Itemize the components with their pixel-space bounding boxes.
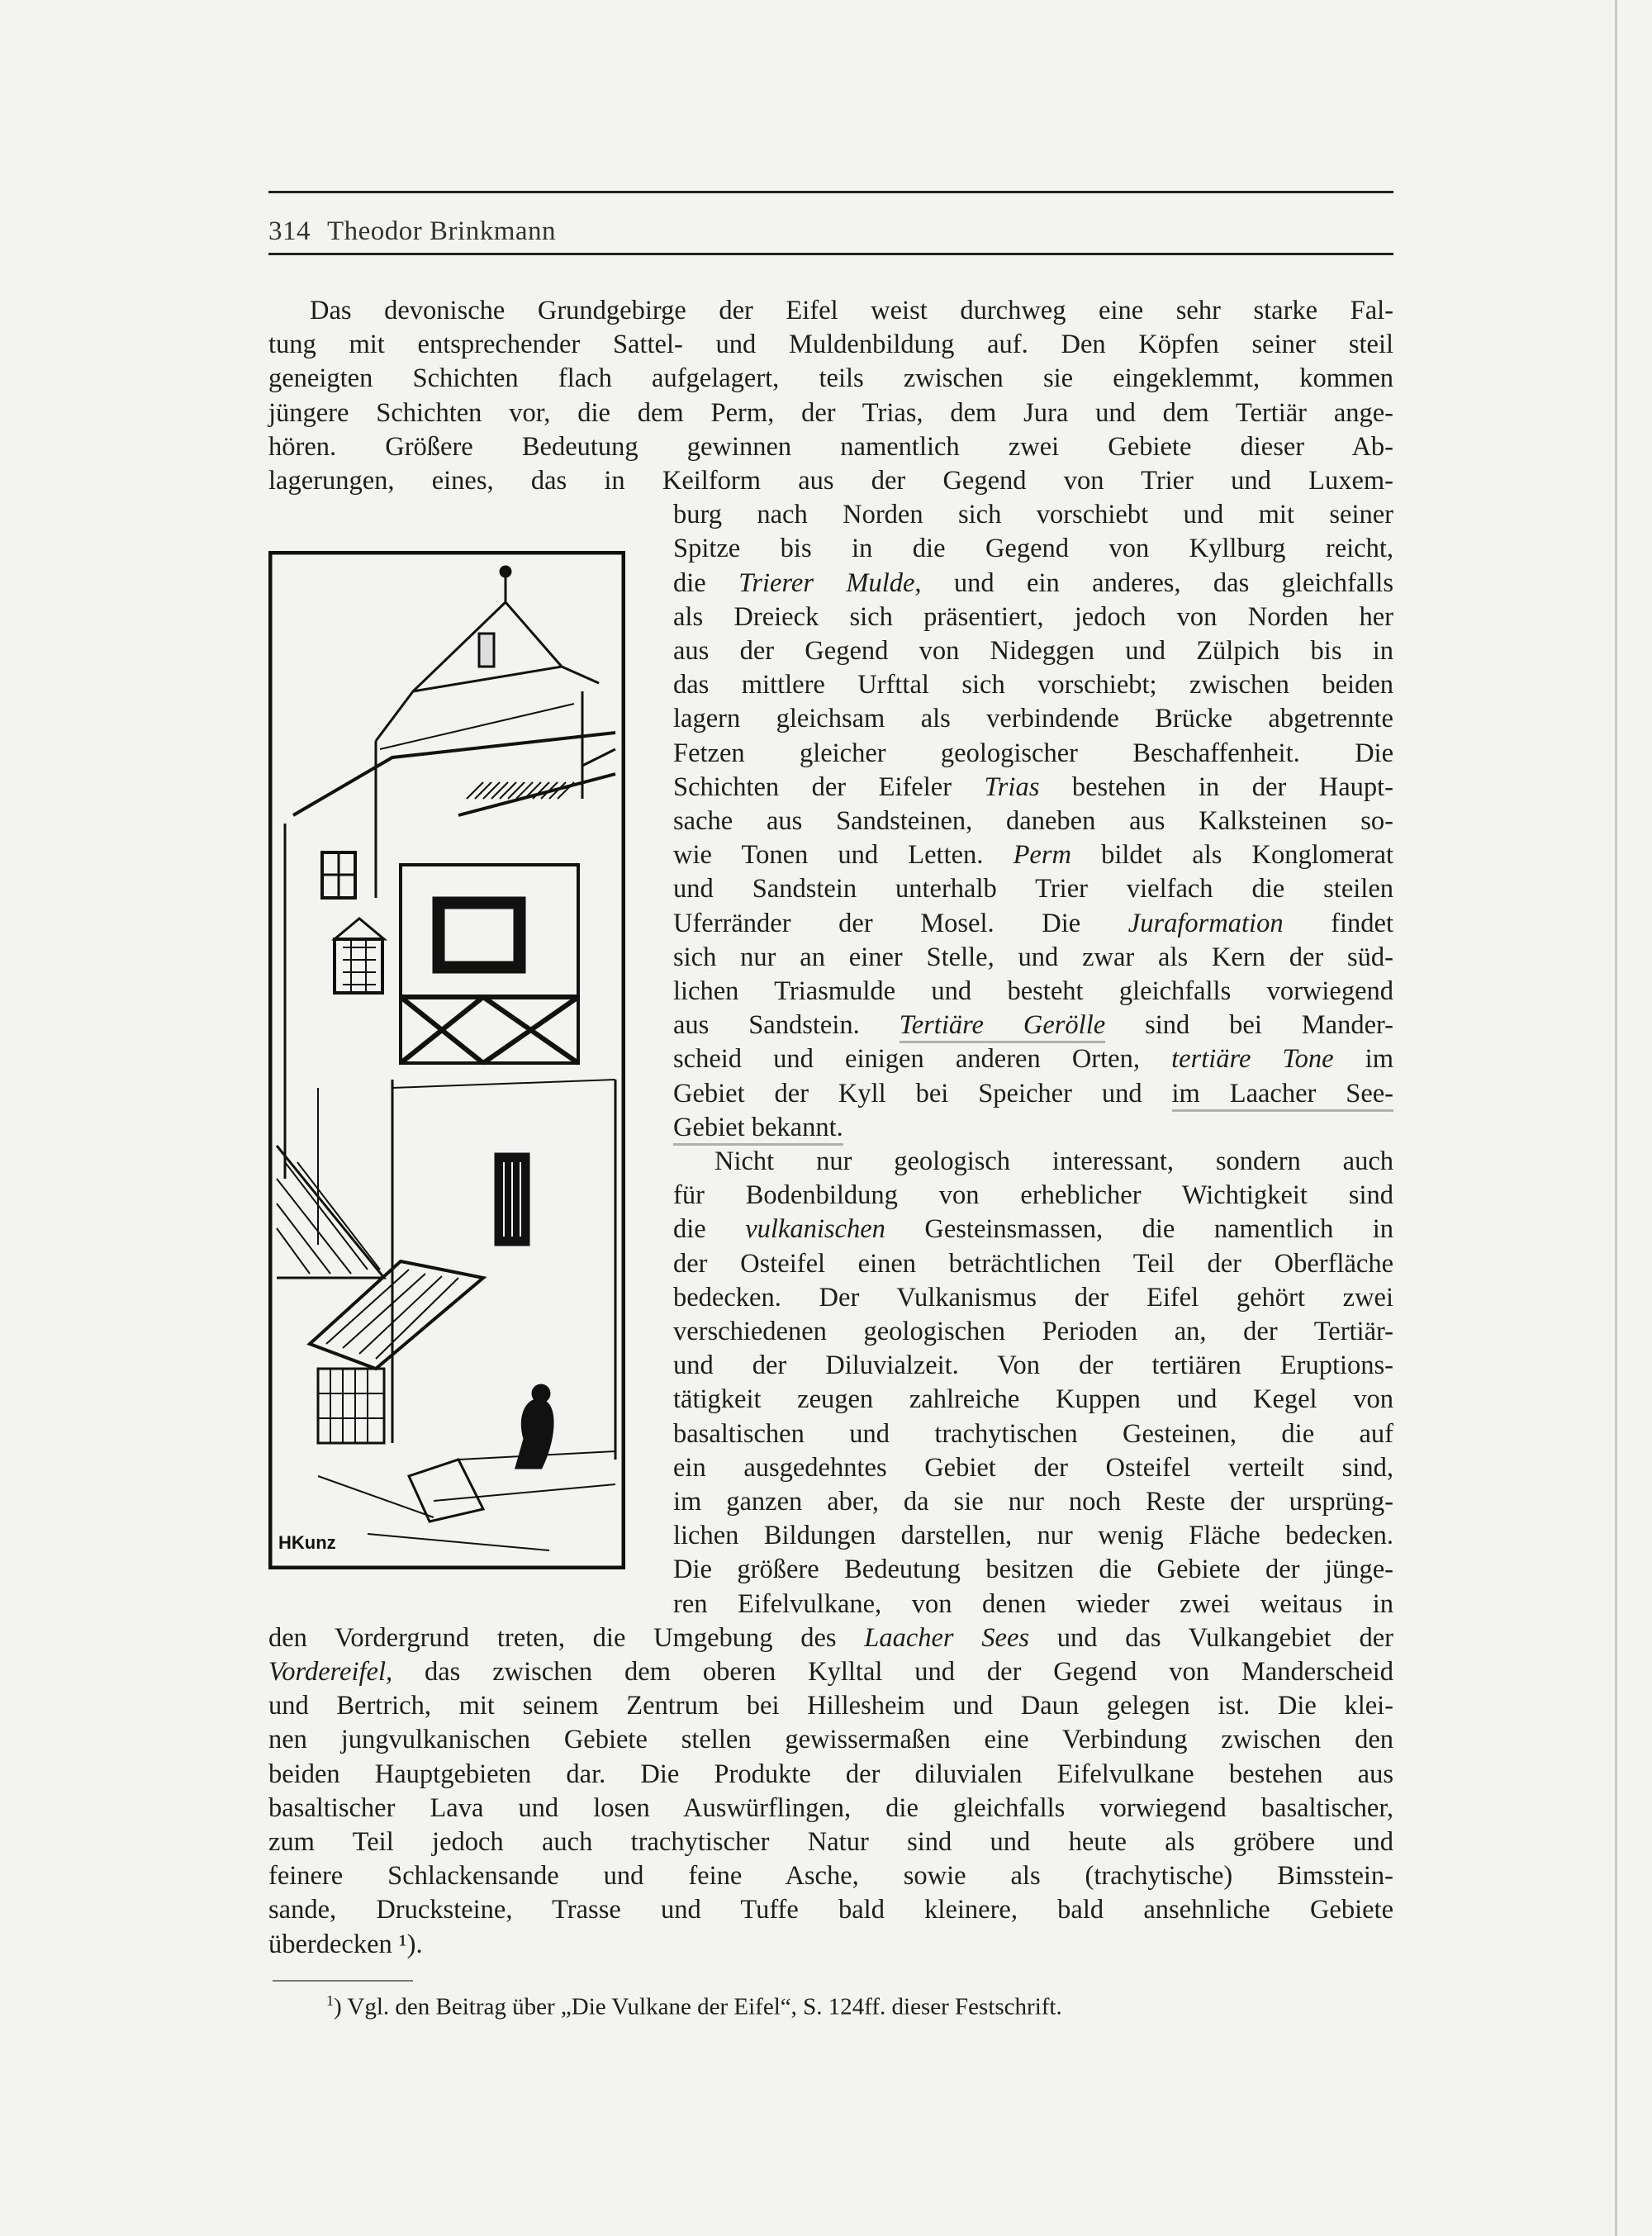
text-segment: bestehen in der Haupt- xyxy=(1039,771,1393,802)
text-line xyxy=(673,771,1393,805)
text-line xyxy=(673,702,1393,736)
text-segment: und Bertrich, mit seinem Zentrum bei Hillesheim und Daun gelegen ist. Die klei- xyxy=(268,1691,1393,1721)
text-line xyxy=(673,1247,1393,1281)
text-segment: bedecken. Der Vulkanismus der Eifel gehört zwei xyxy=(673,1282,1393,1313)
text-line xyxy=(673,498,1393,532)
text-line xyxy=(268,1723,1393,1757)
text-segment: scheid und einigen anderen Orten, xyxy=(673,1044,1172,1075)
text-line xyxy=(673,1553,1393,1587)
text-segment: der Osteifel einen beträchtlichen Teil der Oberfläche xyxy=(673,1248,1393,1279)
italic-term: Laacher Sees xyxy=(864,1622,1030,1653)
text-line xyxy=(714,1145,1393,1179)
text-segment: bildet als Konglomerat xyxy=(1070,840,1393,871)
text-segment: , und ein anderes, das gleichfalls xyxy=(914,567,1393,598)
text-segment: beiden Hauptgebieten dar. Die Produkte der diluvialen Eifelvulkane bestehen aus xyxy=(268,1759,1393,1789)
italic-term: Trias xyxy=(984,771,1040,802)
text-line xyxy=(268,1792,1393,1825)
text-line xyxy=(673,1213,1393,1246)
text-line xyxy=(673,634,1393,668)
text-line xyxy=(673,805,1393,838)
text-line xyxy=(268,1621,1393,1655)
text-segment: Die größere Bedeutung besitzen die Gebiete der jünge- xyxy=(673,1555,1393,1585)
text-segment: jüngere Schichten vor, die dem Perm, der Trias, dem Jura und dem Tertiär ange- xyxy=(268,397,1393,428)
footnote-marker: 1 xyxy=(326,1992,334,2009)
italic-term: Trierer Mulde xyxy=(738,567,915,598)
page-number: 314 xyxy=(268,216,311,246)
text-line xyxy=(268,430,1393,464)
text-segment: sind bei Mander- xyxy=(1105,1010,1393,1041)
text-line xyxy=(673,1451,1393,1485)
header-author: Theodor Brinkmann xyxy=(327,216,557,246)
text-segment: aus der Gegend von Nideggen und Zülpich bis in xyxy=(673,636,1393,666)
text-segment: als Dreieck sich präsentiert, jedoch von Norden her xyxy=(673,601,1393,632)
text-line xyxy=(673,941,1393,975)
text-line xyxy=(673,668,1393,702)
footnote-rule xyxy=(273,1980,413,1982)
text-segment: die xyxy=(673,1214,746,1245)
text-line xyxy=(268,328,1393,362)
header-rule-top xyxy=(268,191,1393,193)
text-line xyxy=(673,1417,1393,1451)
text-line xyxy=(673,567,1393,601)
text-line xyxy=(268,1655,1393,1689)
text-segment: die xyxy=(673,567,739,598)
page-edge-shadow xyxy=(1615,0,1617,2236)
text-line xyxy=(268,1689,1393,1723)
text-line xyxy=(673,1077,1393,1111)
italic-term: Tertiäre Gerölle xyxy=(900,1010,1106,1043)
text-line xyxy=(673,1349,1393,1383)
text-segment: Spitze bis in die Gegend von Kyllburg reicht, xyxy=(673,534,1393,564)
text-segment: das mittlere Urfttal sich vorschiebt; zwischen beiden xyxy=(673,670,1393,700)
text-line xyxy=(268,1859,1393,1893)
italic-term: Juraformation xyxy=(1127,908,1284,938)
footnote-text: ) Vgl. den Beitrag über „Die Vulkane der Eifel“, S. 124ff. dieser Festschrift. xyxy=(334,1993,1062,2020)
text-segment: geneigten Schichten flach aufgelagert, teils zwischen sie eingeklemmt, kommen xyxy=(268,363,1393,394)
text-line xyxy=(673,737,1393,771)
text-segment: im Laacher See- xyxy=(1172,1079,1394,1112)
illustration-signature: HKunz xyxy=(278,1532,336,1553)
text-segment: Gesteinsmassen, die namentlich in xyxy=(885,1214,1393,1245)
text-segment: basaltischer Lava und losen Auswürflingen, die gleichfalls vorwiegend basaltischer, xyxy=(268,1792,1393,1823)
text-line xyxy=(673,1485,1393,1519)
text-line xyxy=(268,362,1393,396)
text-line xyxy=(673,1009,1393,1042)
text-segment: tätigkeit zeugen zahlreiche Kuppen und Kegel von xyxy=(673,1384,1393,1415)
text-line xyxy=(673,601,1393,634)
text-segment: im ganzen aber, da sie nur noch Reste der ursprüng- xyxy=(673,1487,1393,1517)
text-line xyxy=(268,464,1393,498)
text-segment: lagerungen, eines, das in Keilform aus der Gegend von Trier und Luxem- xyxy=(268,466,1393,496)
text-segment: feinere Schlackensande und feine Asche, sowie als (trachytische) Bimsstein- xyxy=(268,1861,1393,1892)
text-line xyxy=(268,396,1393,430)
text-segment: ren Eifelvulkane, von denen wieder zwei weitaus in xyxy=(673,1588,1393,1619)
text-line xyxy=(673,1179,1393,1213)
text-line xyxy=(310,294,1393,328)
text-segment: verschiedenen geologischen Perioden an, der Tertiär- xyxy=(673,1317,1393,1346)
text-segment: Gebiet bekannt. xyxy=(673,1113,843,1146)
text-segment: Fetzen gleicher geologischer Beschaffenheit. Die xyxy=(673,738,1393,768)
text-line xyxy=(673,1281,1393,1315)
text-segment: sich nur an einer Stelle, und zwar als Kern der süd- xyxy=(673,942,1393,972)
italic-term: Perm xyxy=(1013,840,1071,871)
text-segment: nen jungvulkanischen Gebiete stellen gewissermaßen eine Verbindung zwischen den xyxy=(268,1725,1393,1755)
text-segment: ein ausgedehntes Gebiet der Osteifel verteilt sind, xyxy=(673,1452,1393,1483)
text-segment: Nicht nur geologisch interessant, sondern auch xyxy=(714,1146,1393,1176)
text-line xyxy=(673,1383,1393,1417)
text-line xyxy=(673,1042,1393,1076)
text-segment: und der Diluvialzeit. Von der tertiären Eruptions- xyxy=(673,1351,1393,1381)
text-line xyxy=(673,532,1393,566)
text-segment: und das Vulkangebiet der xyxy=(1029,1622,1393,1653)
text-line xyxy=(268,1893,1393,1927)
text-line xyxy=(673,1111,1393,1145)
text-line xyxy=(673,1519,1393,1553)
text-segment: sache aus Sandsteinen, daneben aus Kalksteinen so- xyxy=(673,806,1393,836)
text-line xyxy=(673,1315,1393,1349)
text-line xyxy=(268,1758,1393,1792)
text-segment: den Vordergrund treten, die Umgebung des xyxy=(268,1622,865,1653)
text-line xyxy=(673,907,1393,941)
text-segment: tung mit entsprechender Sattel- und Muldenbildung auf. Den Köpfen seiner steil xyxy=(268,330,1393,360)
text-segment: überdecken ¹). xyxy=(268,1929,423,1959)
text-line xyxy=(673,872,1393,906)
text-segment: findet xyxy=(1283,908,1393,938)
text-line xyxy=(268,1825,1393,1859)
italic-term: vulkanischen xyxy=(745,1214,885,1245)
text-segment: aus Sandstein. xyxy=(673,1010,900,1041)
text-line xyxy=(673,838,1393,872)
text-segment: im xyxy=(1333,1044,1393,1075)
text-segment: lagern gleichsam als verbindende Brücke abgetrennte xyxy=(673,704,1393,734)
text-segment: sande, Drucksteine, Trasse und Tuffe bald kleinere, bald ansehnliche Gebiete xyxy=(268,1895,1393,1925)
text-segment: lichen Triasmulde und besteht gleichfalls vorwiegend xyxy=(673,976,1393,1006)
text-segment: für Bodenbildung von erheblicher Wichtigkeit sind xyxy=(673,1180,1393,1211)
text-line xyxy=(673,975,1393,1009)
text-segment: das zwischen dem oberen Kylltal und der Gegend von Manderscheid xyxy=(392,1657,1393,1687)
text-segment: Schichten der Eifeler xyxy=(673,771,985,802)
text-segment: basaltischen und trachytischen Gesteinen, die auf xyxy=(673,1418,1393,1449)
text-segment: Uferränder der Mosel. Die xyxy=(673,908,1128,938)
text-segment: hören. Größere Bedeutung gewinnen namentlich zwei Gebiete dieser Ab- xyxy=(268,431,1393,462)
text-line xyxy=(268,1928,1393,1962)
text-segment: und Sandstein unterhalb Trier vielfach die steilen xyxy=(673,874,1393,904)
text-line xyxy=(673,1588,1393,1621)
running-header xyxy=(268,216,572,247)
text-segment: zum Teil jedoch auch trachytischer Natur sind und heute als gröbere und xyxy=(268,1827,1393,1857)
text-segment: wie Tonen und Letten. xyxy=(673,840,1014,871)
text-segment: burg nach Norden sich vorschiebt und mit seiner xyxy=(673,500,1393,530)
italic-term: tertiäre Tone xyxy=(1171,1044,1334,1075)
italic-term: Vordereifel, xyxy=(268,1657,393,1687)
header-rule-bottom xyxy=(268,253,1393,255)
text-segment: Gebiet der Kyll bei Speicher und xyxy=(673,1078,1172,1109)
illustration-old-town-houses xyxy=(268,551,625,1569)
text-segment: lichen Bildungen darstellen, nur wenig Fläche bedecken. xyxy=(673,1521,1393,1551)
footnote xyxy=(326,1986,1062,2022)
text-segment: Das devonische Grundgebirge der Eifel weist durchweg eine sehr starke Fal- xyxy=(310,296,1393,325)
